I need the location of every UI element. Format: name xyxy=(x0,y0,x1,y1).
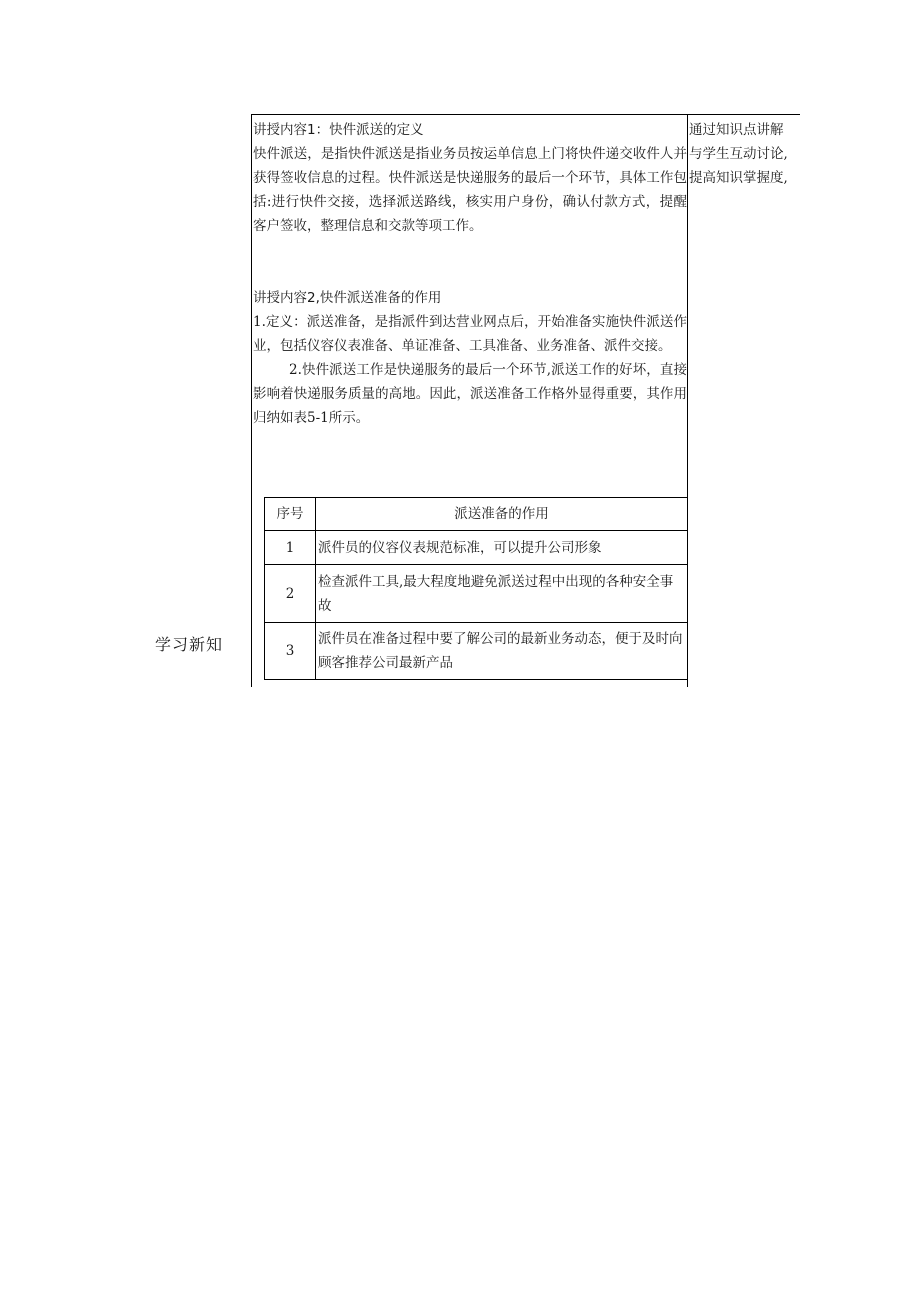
row-number: 1 xyxy=(265,531,316,565)
row-text: 派件员在准备过程中要了解公司的最新业务动态，便于及时向顾客推荐公司最新产品 xyxy=(316,623,688,680)
spacer xyxy=(253,238,687,286)
side-note-line: 与学生互动讨论, xyxy=(689,146,788,162)
side-note-line: 通过知识点讲解 xyxy=(689,122,784,138)
header-cell-function: 派送准备的作用 xyxy=(316,498,688,531)
section2-para1: 1.定义：派送准备，是指派件到达营业网点后，开始准备实施快件派送作业，包括仪容仪表准备、单证准备、工具准备、业务准备、派件交接。 xyxy=(253,314,687,354)
row-number: 3 xyxy=(265,623,316,680)
row-number: 2 xyxy=(265,565,316,623)
table-row xyxy=(265,623,688,680)
row-text: 检查派件工具,最大程度地避免派送过程中出现的各种安全事故 xyxy=(316,565,688,623)
section2-heading: 讲授内容2,快件派送准备的作用 xyxy=(253,290,442,306)
table-row xyxy=(265,565,688,623)
main-content-cell xyxy=(253,118,687,430)
section-label: 学习新知 xyxy=(155,635,224,654)
side-notes-cell xyxy=(689,118,920,190)
section1-heading: 讲授内容1：快件派送的定义 xyxy=(253,122,424,138)
outer-table-left-border xyxy=(251,114,252,687)
header-cell-number: 序号 xyxy=(265,498,316,531)
section1-body: 快件派送，是指快件派送是指业务员按运单信息上门将快件递交收件人并获得签收信息的过程。快件派送是快递服务的最后一个环节，具体工作包括:进行快件交接，选择派送路线，核实用户身份，确认付款方式，提醒客户签收，整理信息和交款等项工作。 xyxy=(253,146,687,234)
side-note-line: 提高知识掌握度, xyxy=(689,170,788,186)
function-table xyxy=(264,497,688,680)
outer-table-top-border xyxy=(251,114,800,115)
table-header-row xyxy=(265,498,688,531)
table-row xyxy=(265,531,688,565)
section2-para2: 2.快件派送工作是快递服务的最后一个环节,派送工作的好坏，直接影响着快递服务质量的高地。因此，派送准备工作格外显得重要，其作用归纳如表5-1所示。 xyxy=(253,362,687,426)
row-text: 派件员的仪容仪表规范标准，可以提升公司形象 xyxy=(316,531,688,565)
